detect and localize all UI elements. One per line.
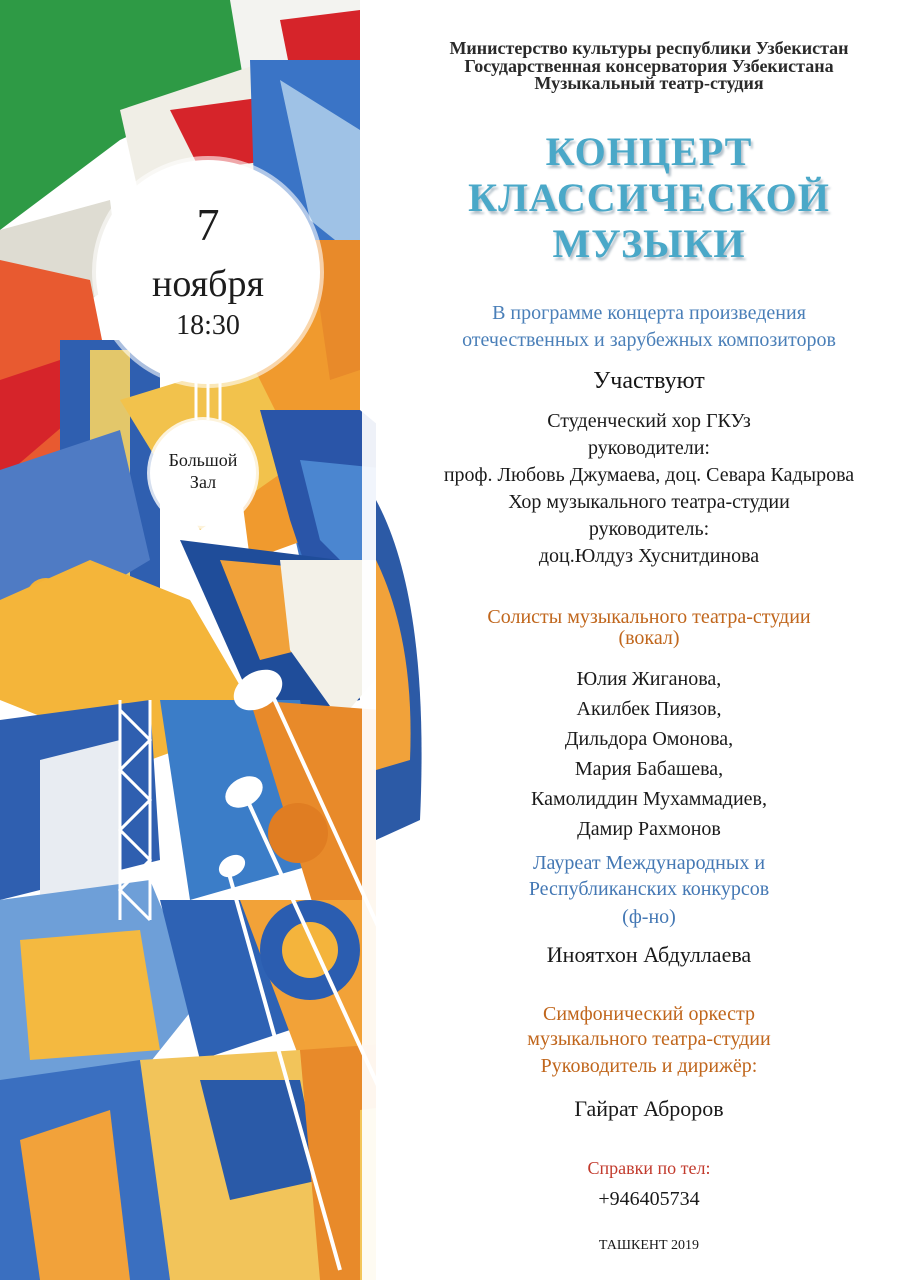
venue-line-2: Зал bbox=[189, 472, 217, 492]
date-badge bbox=[96, 160, 320, 384]
phone-number: +946405734 bbox=[598, 1188, 700, 1210]
laureate-name: Иноятхон Абдуллаева bbox=[546, 942, 752, 967]
date-time: 18:30 bbox=[176, 310, 240, 341]
laureate-instrument: (ф-но) bbox=[622, 906, 676, 928]
info-label: Справки по тел: bbox=[587, 1158, 711, 1178]
venue-line-1: Большой bbox=[168, 450, 238, 470]
choir-line: руководитель: bbox=[588, 518, 710, 540]
title-line-3: МУЗЫКИ bbox=[552, 221, 746, 266]
date-day: 7 bbox=[196, 199, 220, 250]
date-month: ноября bbox=[152, 263, 264, 305]
soloist-name: Дамир Рахмонов bbox=[577, 818, 721, 840]
program-line-1: В программе концерта произведения bbox=[492, 302, 806, 324]
soloist-name: Акилбек Пиязов, bbox=[576, 698, 722, 720]
poster-text bbox=[400, 0, 898, 1280]
title-line-2: КЛАССИЧЕСКОЙ bbox=[468, 175, 830, 220]
orchestra-heading: музыкального театра-студии bbox=[527, 1028, 771, 1050]
soloist-name: Камолиддин Мухаммадиев, bbox=[531, 788, 767, 810]
choir-line: проф. Любовь Джумаева, доц. Севара Кадырова bbox=[443, 464, 855, 486]
program-line-2: отечественных и зарубежных композиторов bbox=[462, 329, 836, 351]
laureate-heading: Лауреат Международных и bbox=[532, 852, 766, 874]
soloist-name: Юлия Жиганова, bbox=[576, 668, 722, 690]
city-year: ТАШКЕНТ 2019 bbox=[598, 1238, 700, 1253]
choir-line: доц.Юлдуз Хуснитдинова bbox=[538, 545, 760, 567]
choir-line: Хор музыкального театра-студии bbox=[508, 491, 790, 513]
orchestra-heading: Симфонический оркестр bbox=[543, 1003, 755, 1025]
soloists-heading: Солисты музыкального театра-студии bbox=[487, 606, 811, 628]
conductor-name: Гайрат Аброров bbox=[574, 1096, 724, 1121]
header-ministry: Министерство культуры республики Узбекистан bbox=[449, 38, 849, 58]
participants-heading: Участвуют bbox=[593, 368, 705, 394]
conductor-label: Руководитель и дирижёр: bbox=[540, 1055, 758, 1077]
choir-line: Студенческий хор ГКУз bbox=[547, 410, 751, 432]
soloist-name: Дильдора Омонова, bbox=[564, 728, 734, 750]
laureate-heading: Республиканских конкурсов bbox=[528, 878, 770, 900]
title-line-1: КОНЦЕРТ bbox=[545, 129, 753, 174]
choir-line: руководители: bbox=[588, 437, 710, 459]
header-theatre: Музыкальный театр-студия bbox=[534, 73, 764, 93]
venue-badge bbox=[150, 420, 256, 526]
header-conservatory: Государственная консерватория Узбекистана bbox=[464, 56, 834, 76]
soloist-name: Мария Бабашева, bbox=[574, 758, 724, 780]
soloists-subheading: (вокал) bbox=[618, 627, 680, 649]
